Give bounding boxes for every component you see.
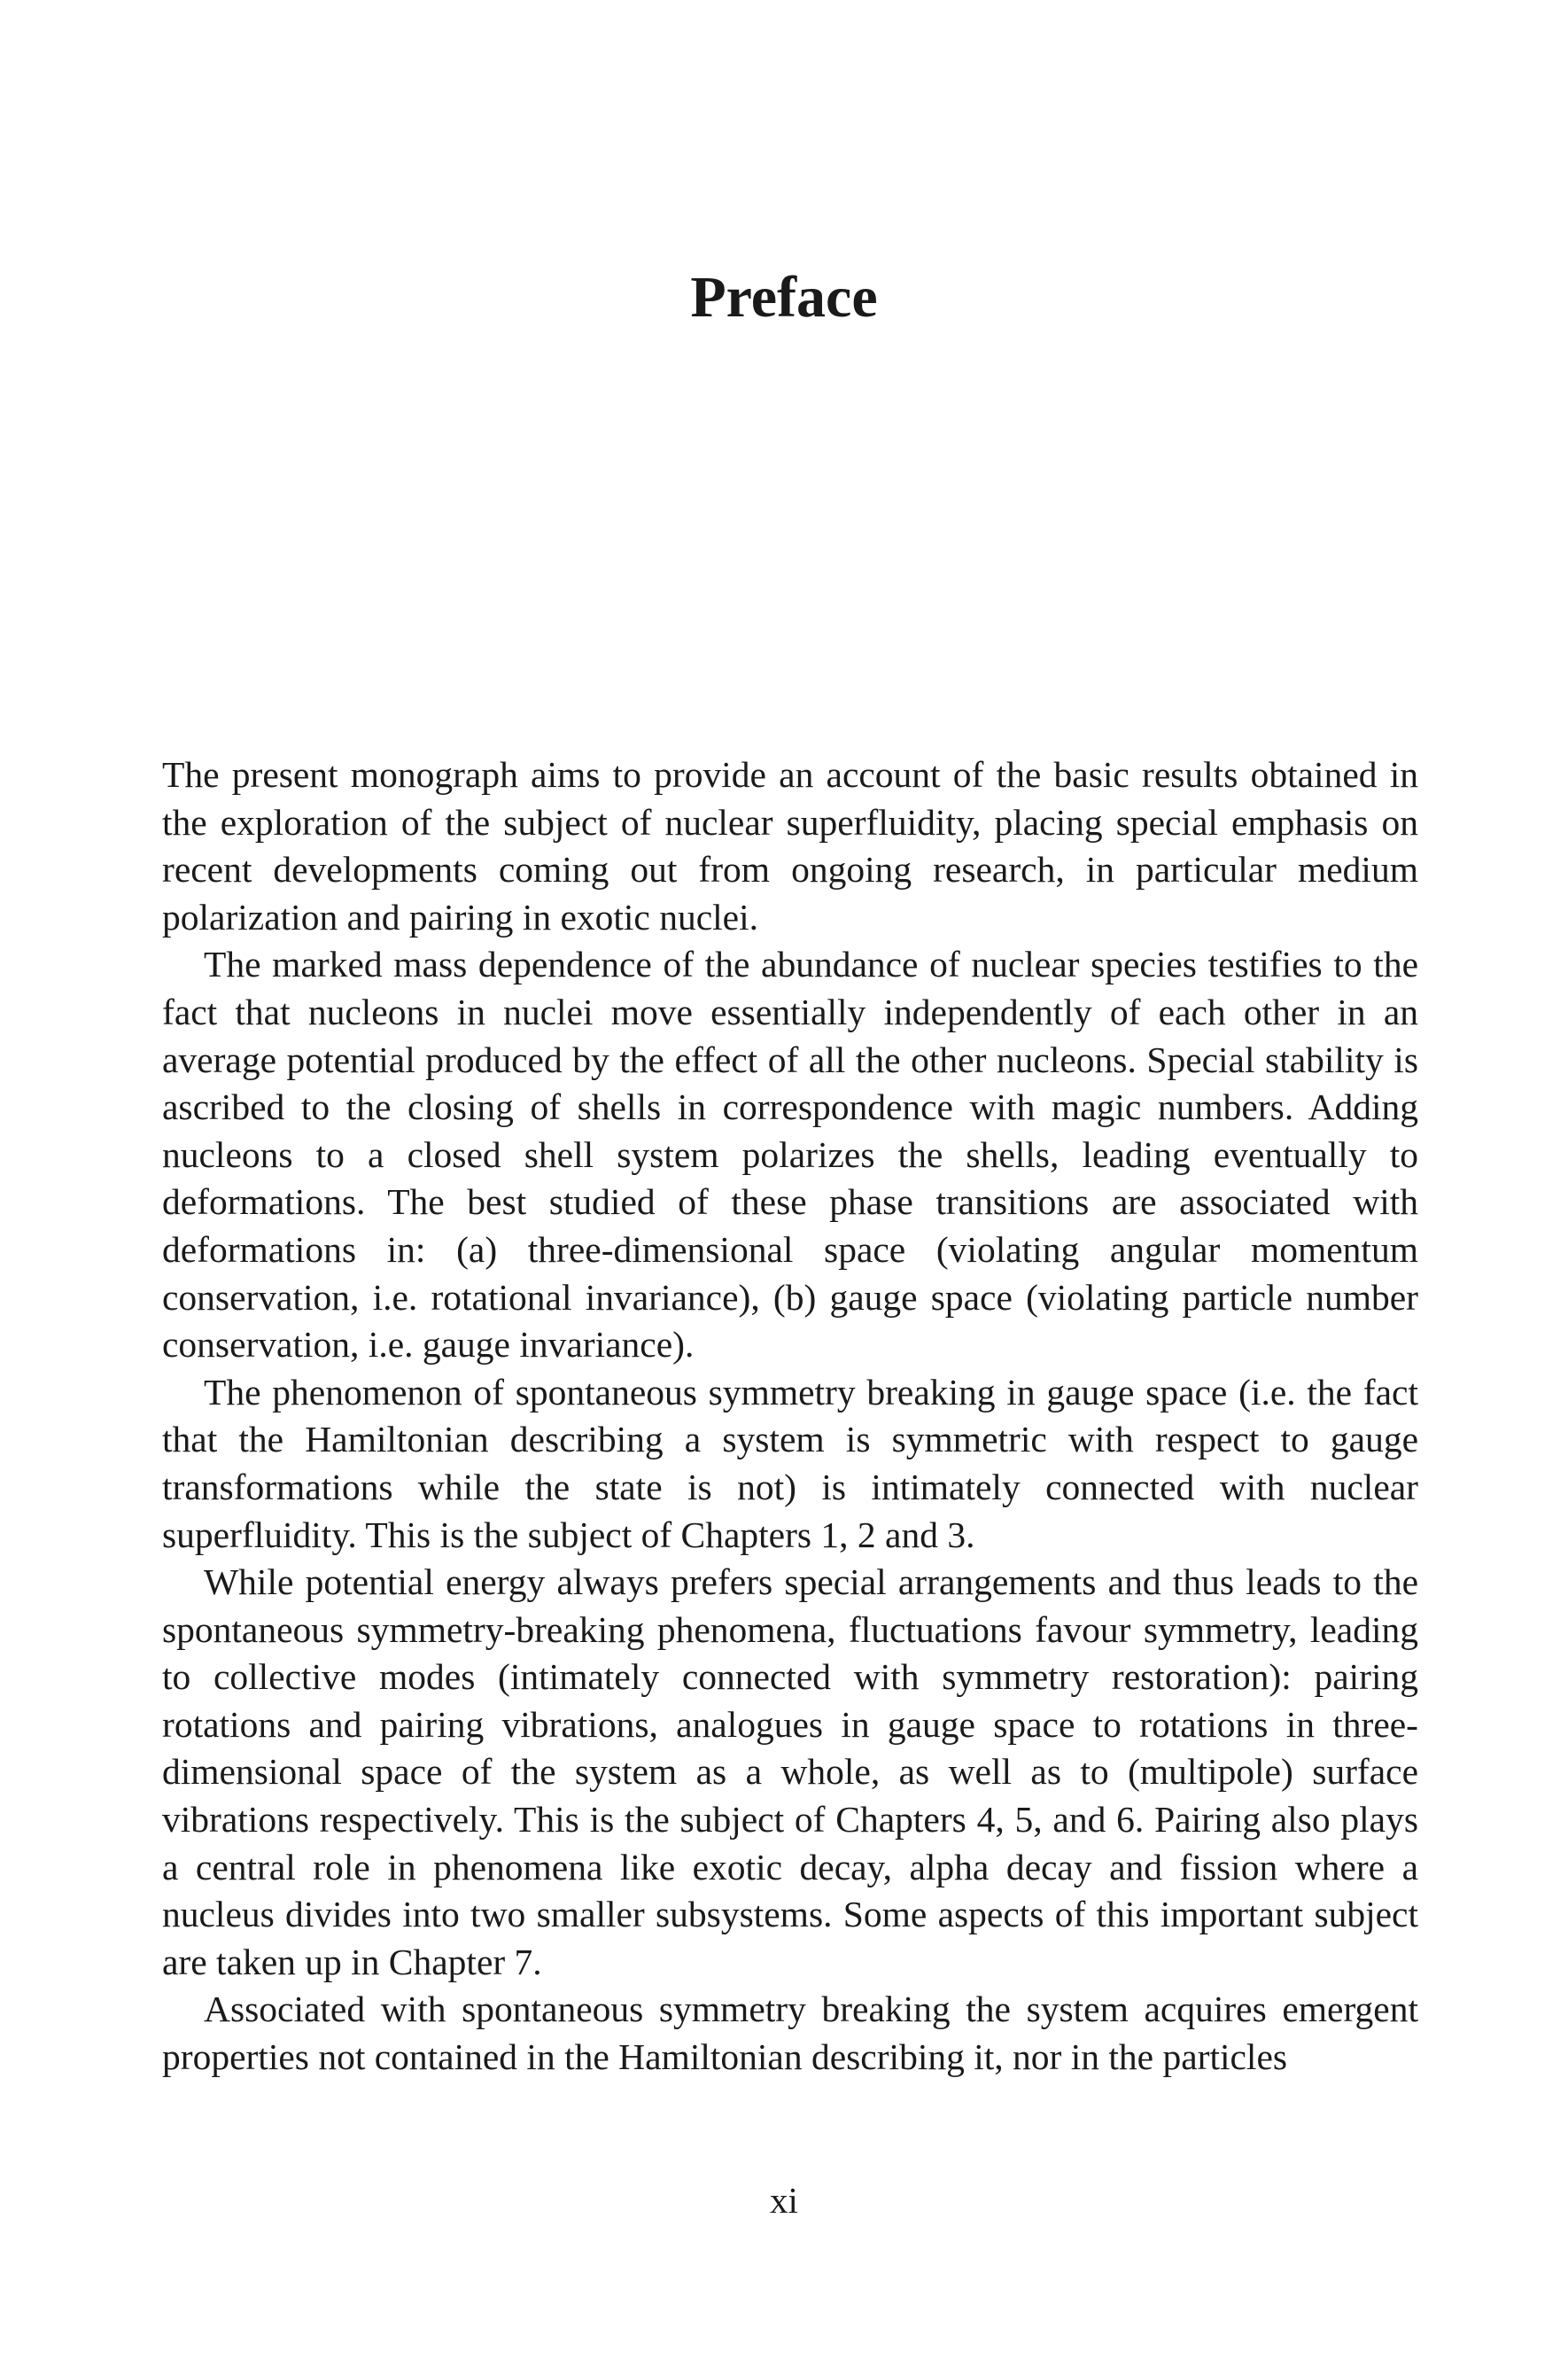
paragraph-4: While potential energy always prefers special arrangements and thus leads to the spontaneous symmetry-breaking phenomena, fluctuations favour symmetry, leading to collective modes (intimately connected with symmetry restoration): pairing rotations and pairing vibrations, analogues in gauge space to rotations in three-dimensional space of the system as a whole, as well as to (multipole) surface vibrations respectively. This is the subject of Chapters 4, 5, and 6. Pairing also plays a central role in phenomena like exotic decay, alpha decay and fission where a nucleus divides into two smaller subsystems. Some aspects of this important subject are taken up in Chapter 7.	[162, 1561, 1418, 1982]
paragraph-5: Associated with spontaneous symmetry breaking the system acquires emergent properties not contained in the Hamiltonian describing it, nor in the particles	[162, 1989, 1418, 2078]
page-number: xi	[770, 2180, 798, 2221]
page-title: Preface	[690, 265, 878, 330]
paragraph-2: The marked mass dependence of the abundance of nuclear species testifies to the fact that nucleons in nuclei move essentially independently of each other in an average potential produced by the effect of all the other nucleons. Special stability is ascribed to the closing of shells in correspondence with magic numbers. Adding nucleons to a closed shell system polarizes the shells, leading eventually to deformations. The best studied of these phase transitions are associated with deformations in: (a) three-dimensional space (violating angular momentum conservation, i.e. rotational invariance), (b) gauge space (violating particle number conservation, i.e. gauge invariance).	[162, 944, 1418, 1366]
paragraph-3: The phenomenon of spontaneous symmetry breaking in gauge space (i.e. the fact that the Hamiltonian describing a system is symmetric with respect to gauge transformations while the state is not) is intimately connected with nuclear superfluidity. This is the subject of Chapters 1, 2 and 3.	[162, 1371, 1418, 1555]
paragraph-1: The present monograph aims to provide an account of the basic results obtained in the exploration of the subject of nuclear superfluidity, placing special emphasis on recent developments coming out from ongoing research, in particular medium polarization and pairing in exotic nuclei.	[162, 754, 1418, 938]
preface-body	[162, 751, 1418, 2082]
